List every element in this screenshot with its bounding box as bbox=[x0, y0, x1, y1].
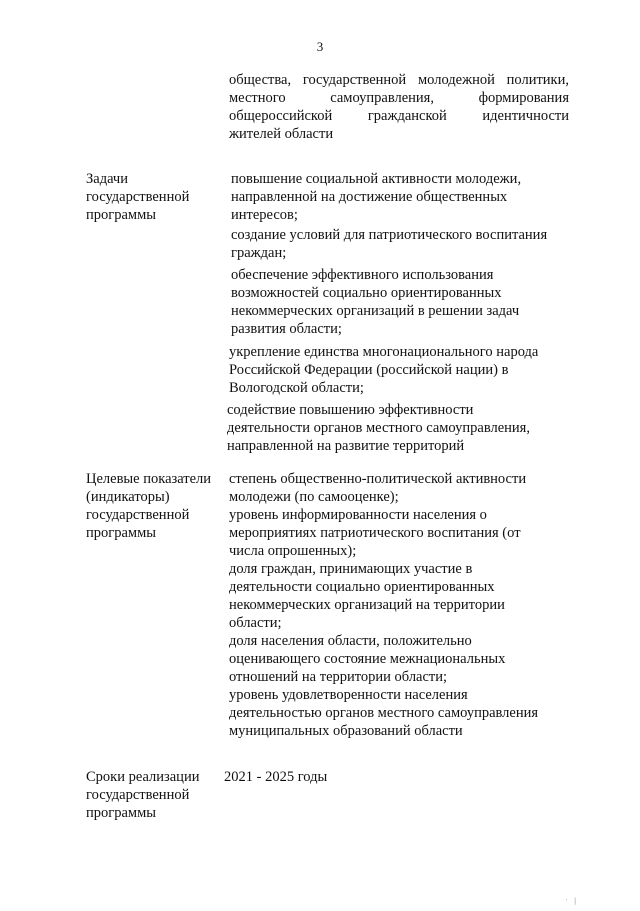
indicator-line: уровень удовлетворенности населения bbox=[229, 687, 468, 703]
task-item bbox=[231, 170, 571, 224]
indicator-line: мероприятиях патриотического воспитания (от bbox=[229, 525, 521, 541]
task-line: Российской Федерации (российской нации) в bbox=[229, 362, 509, 378]
indicator-line: отношений на территории области; bbox=[229, 669, 448, 685]
task-line: граждан; bbox=[231, 245, 287, 261]
intro-line: общества, государственной молодежной политики, bbox=[229, 72, 569, 88]
indicator-list bbox=[229, 470, 569, 740]
indicator-line: уровень информированности населения о bbox=[229, 507, 487, 523]
intro-continuation bbox=[229, 71, 569, 143]
scan-mark: ′ │ bbox=[566, 899, 580, 905]
terms-value: 2021 - 2025 годы bbox=[224, 769, 328, 785]
task-line: создание условий для патриотического воспитания bbox=[231, 227, 548, 243]
label-line: государственной bbox=[86, 787, 190, 803]
task-line: содействие повышению эффективности bbox=[227, 402, 474, 418]
indicator-line: некоммерческих организаций на территории bbox=[229, 597, 505, 613]
task-line: направленной на достижение общественных bbox=[231, 189, 508, 205]
indicator-line: деятельностью органов местного самоуправления bbox=[229, 705, 539, 721]
indicators-content bbox=[229, 470, 569, 740]
label-line: программы bbox=[86, 525, 156, 541]
intro-line: местного самоуправления, формирования bbox=[229, 90, 569, 106]
label-line: Сроки реализации bbox=[86, 769, 200, 785]
task-line: возможностей социально ориентированных bbox=[231, 285, 502, 301]
task-line: развития области; bbox=[231, 321, 342, 337]
indicator-line: степень общественно-политической активности bbox=[229, 471, 527, 487]
task-line: Вологодской области; bbox=[229, 380, 364, 396]
task-item bbox=[229, 343, 569, 397]
indicator-line: молодежи (по самооценке); bbox=[229, 489, 399, 505]
indicators-label bbox=[86, 470, 226, 542]
label-line: Целевые показатели bbox=[86, 471, 212, 487]
task-line: деятельности органов местного самоуправления, bbox=[227, 420, 530, 436]
intro-line: жителей области bbox=[229, 126, 334, 142]
terms-content bbox=[224, 768, 564, 786]
task-line: интересов; bbox=[231, 207, 298, 223]
task-line: обеспечение эффективного использования bbox=[231, 267, 494, 283]
indicator-line: числа опрошенных); bbox=[229, 543, 357, 559]
task-line: направленной на развитие территорий bbox=[227, 438, 465, 454]
indicator-line: доля граждан, принимающих участие в bbox=[229, 561, 473, 577]
task-item bbox=[231, 266, 571, 338]
label-line: программы bbox=[86, 207, 156, 223]
task-item bbox=[227, 401, 567, 455]
task-line: повышение социальной активности молодежи, bbox=[231, 171, 522, 187]
terms-label bbox=[86, 768, 226, 822]
label-line: государственной bbox=[86, 189, 190, 205]
indicator-line: муниципальных образований области bbox=[229, 723, 463, 739]
task-line: укрепление единства многонационального народа bbox=[229, 344, 539, 360]
indicator-line: оценивающего состояние межнациональных bbox=[229, 651, 506, 667]
indicator-line: деятельности социально ориентированных bbox=[229, 579, 495, 595]
task-line: некоммерческих организаций в решении задач bbox=[231, 303, 520, 319]
intro-line: общероссийской гражданской идентичности bbox=[229, 108, 569, 124]
task-item bbox=[231, 226, 571, 262]
page-number: 3 bbox=[316, 39, 324, 54]
label-line: Задачи bbox=[86, 171, 128, 187]
indicator-line: доля населения области, положительно bbox=[229, 633, 472, 649]
indicator-line: области; bbox=[229, 615, 282, 631]
label-line: (индикаторы) bbox=[86, 489, 170, 505]
tasks-label bbox=[86, 170, 226, 224]
label-line: государственной bbox=[86, 507, 190, 523]
label-line: программы bbox=[86, 805, 156, 821]
